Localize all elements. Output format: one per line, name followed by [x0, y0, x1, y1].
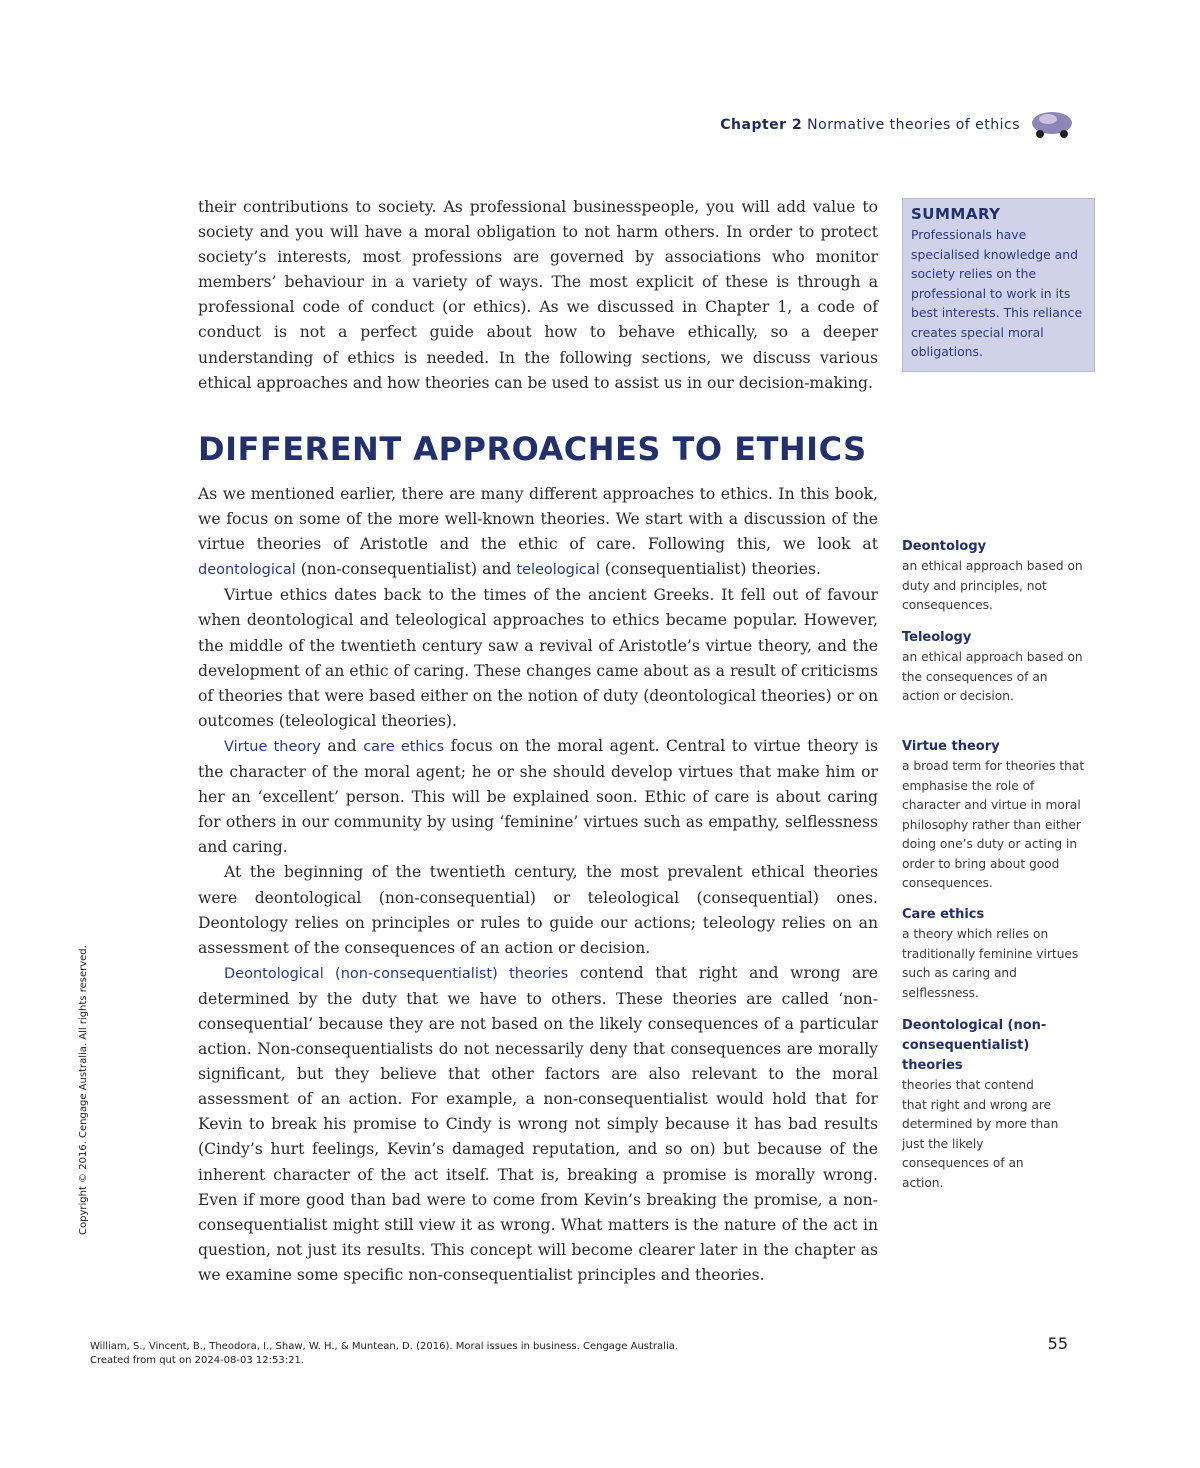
p1-text-b: (non-consequentialist) and [295, 560, 517, 579]
summary-title: SUMMARY [911, 205, 1001, 223]
intro-text: their contributions to society. As professional businesspeople, you will add value to society and you will have a moral obligation to not harm others. In order to protect society’s interests, most professions are governed by associations who monitor members’ behaviour in a variety of ways. The most explicit of these is through a professional code of conduct (or ethics). As we discussed in Chapter 1, a code of conduct is not a perfect guide about how to behave ethically, so a deeper understanding of ethics is needed. In the following sections, we discuss various ethical approaches and how theories can be used to assist us in our decision-making. [198, 198, 878, 392]
p3-text-a: and [320, 736, 364, 755]
glossary-definition: an ethical approach based on the consequences of an action or decision. [902, 650, 1083, 703]
glossary-definition: a broad term for theories that emphasise the role of character and virtue in moral philosophy rather than either doing one’s duty or acting in order to bring about good consequences. [902, 759, 1085, 890]
footer-citation: William, S., Vincent, B., Theodora, I., Shaw, W. H., & Muntean, D. (2016). Moral issues in business. Cengage Australia. [90, 1341, 679, 1352]
keyword-deontological-theories: Deontological (non-consequentialist) theories [224, 965, 569, 982]
glossary-term: Deontology [902, 539, 987, 554]
footer-created: Created from qut on 2024-08-03 12:53:21. [90, 1355, 305, 1366]
paragraph-2: Virtue ethics dates back to the times of the ancient Greeks. It fell out of favour when deontological and teleological approaches to ethics became popular. However, the middle of the twentieth century saw a revival of Aristotle’s virtue theory, and the development of an ethic of caring. These changes came about as a result of criticisms of theories that were based either on the notion of duty (deontological theories) or on outcomes (teleological theories). [198, 586, 878, 730]
intro-paragraph [198, 195, 878, 396]
footer [90, 1340, 678, 1368]
glossary-definition: an ethical approach based on duty and principles, not consequences. [902, 559, 1083, 612]
glossary-term: Deontological (non-consequentialist) theories [902, 1018, 1047, 1073]
paragraph-4: At the beginning of the twentieth century, the most prevalent ethical theories were deontological (non-consequential) or teleological (consequential) ones. Deontology relies on principles or rules to guide our actions; teleology relies on an assessment of the consequences of an action or decision. [198, 863, 878, 957]
section-body [198, 482, 878, 1288]
chapter-label: Chapter 2 [720, 117, 803, 133]
keyword-care-ethics: care ethics [363, 738, 445, 755]
glossary-entry [902, 628, 1087, 707]
paragraph-3 [198, 734, 878, 860]
p3-text-b: focus on the moral agent. Central to virtue theory is the character of the moral agent; he or she should develop virtues that make him or her an ‘excellent’ person. This will be explained soon. Ethic of care is about caring for others in our community by using ‘feminine’ virtues such as empathy, selflessness and caring. [198, 736, 878, 857]
copyright-side-text: Copyright © 2016. Cengage Australia. All rights reserved. [78, 945, 89, 1235]
page-number: 55 [1047, 1334, 1068, 1353]
glossary-term: Care ethics [902, 907, 985, 922]
keyword-deontological: deontological [198, 562, 296, 579]
p1-text-c: (consequentialist) theories. [599, 560, 821, 579]
p5-text: contend that right and wrong are determined by the duty that we have to others. These theories are called ‘non-consequential’ because they are not based on the likely consequences of a particular action. Non-consequentialists do not necessarily deny that consequences are morally significant, but they believe that other factors are also relevant to the moral assessment of an action. For example, a non-consequentialist would hold that for Kevin to break his promise to Cindy is wrong not simply because it has bad results (Cindy’s hurt feelings, Kevin’s damaged reputation, and so on) but because of the inherent character of the act itself. That is, breaking a promise is morally wrong. Even if more good than bad were to come from Kevin’s breaking the promise, a non-consequentialist might still view it as wrong. What matters is the nature of the act in question, not just its results. This concept will become clearer later in the chapter as we examine some specific non-consequentialist principles and theories. [198, 963, 878, 1284]
paragraph-5 [198, 961, 878, 1288]
p1-text-a: As we mentioned earlier, there are many different approaches to ethics. In this book, we focus on some of the more well-known theories. We start with a discussion of the virtue theories of Aristotle and the ethic of care. Following this, we look at [198, 485, 878, 554]
glossary-entry [902, 737, 1087, 894]
paragraph-1 [198, 482, 878, 583]
glossary-entry [902, 905, 1087, 1003]
car-icon [1030, 108, 1074, 140]
summary-box [902, 198, 1095, 372]
summary-text: Professionals have specialised knowledge and society relies on the professional to work in its best interests. This reliance creates special moral obligations. [911, 227, 1083, 359]
glossary-definition: a theory which relies on traditionally feminine virtues such as caring and selflessness. [902, 927, 1079, 1000]
keyword-virtue-theory: Virtue theory [224, 738, 321, 755]
glossary-entry [902, 1016, 1062, 1193]
chapter-title: Normative theories of ethics [807, 117, 1020, 133]
keyword-teleological: teleological [516, 562, 600, 579]
glossary-definition: theories that contend that right and wrong are determined by more than just the likely consequences of an action. [902, 1078, 1059, 1190]
glossary-entry [902, 537, 1087, 616]
running-header [720, 117, 1020, 133]
section-heading: DIFFERENT APPROACHES TO ETHICS [198, 430, 867, 468]
glossary-term: Teleology [902, 630, 972, 645]
glossary-term: Virtue theory [902, 739, 1000, 754]
